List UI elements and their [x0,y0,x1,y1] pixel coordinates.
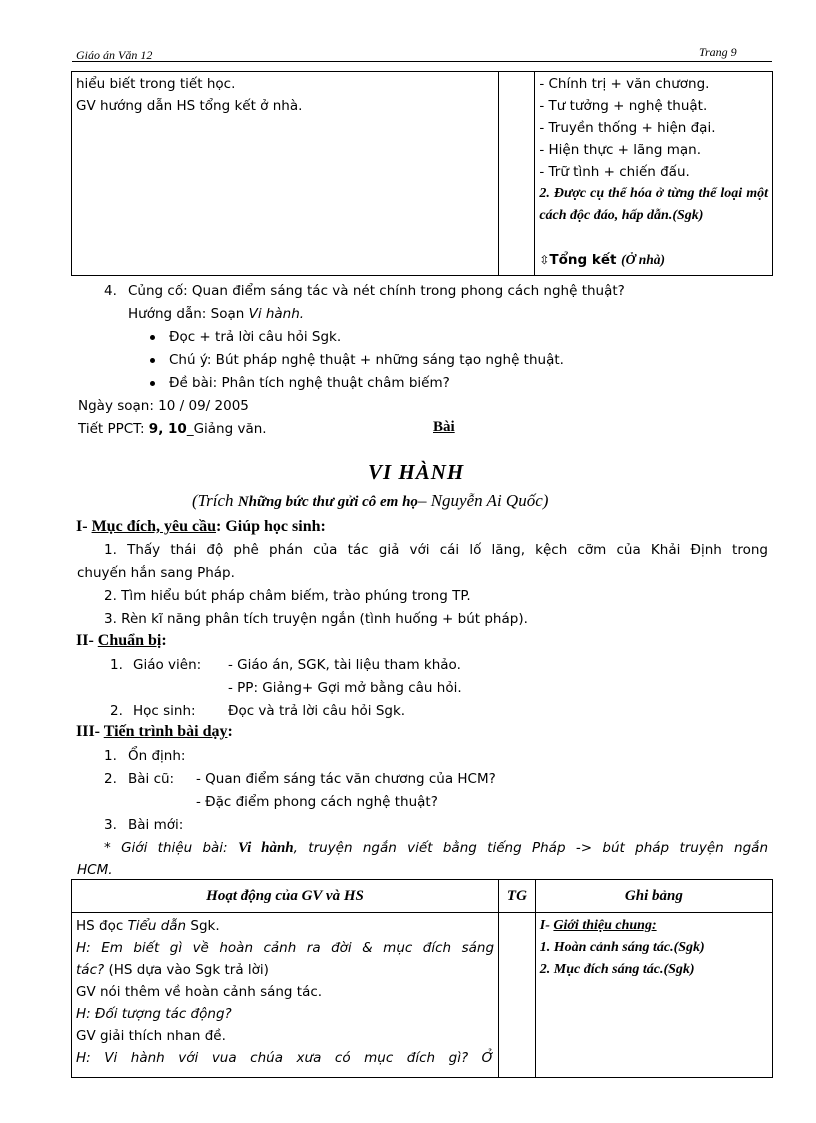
step-2-label: Bài cũ: [128,771,175,787]
top-right-line: - Tư tưởng + nghệ thuật. [539,98,708,114]
intro-bold: Vi hành [237,840,294,856]
bullet-item [150,329,341,345]
top-right-line: - Truyền thống + hiện đại. [539,120,716,136]
tg-cell [499,913,536,1078]
subtitle-prefix: (Trích [192,491,238,510]
board-item-1: 1. Hoàn cảnh sáng tác.(Sgk) [539,940,705,955]
intro-line-2: HCM. [77,862,113,878]
bullet-text: Chú ý: Bút pháp nghệ thuật + những sáng tạo nghệ thuật. [169,352,564,368]
activity-line: GV nói thêm về hoàn cảnh sáng tác. [76,984,323,1000]
section-1-tail: : Giúp học sinh: [216,518,326,535]
teacher-number: 1. [110,657,123,673]
ppct-line [78,421,267,437]
step-1-text: Ổn định: [128,748,186,764]
step-3-number: 3. [104,817,117,833]
section-1-item-3: 3. Rèn kĩ năng phân tích truyện ngắn (tình huống + bút pháp). [104,611,528,627]
bullet-icon [150,335,155,340]
guide-title: Vi hành. [248,306,305,322]
activity-line: GV giải thích nhan đề. [76,1028,226,1044]
activity-cell [72,913,499,1078]
bullet-text: Đọc + trả lời câu hỏi Sgk. [169,329,342,345]
section-1-heading [76,518,326,536]
top-right-line: - Trữ tình + chiến đấu. [539,164,690,180]
student-label: Học sinh: [133,703,196,719]
consolidate-text: Củng cố: Quan điểm sáng tác và nét chính trong phong cách nghệ thuật? [128,283,625,299]
intro-rest: , truyện ngắn viết bằng tiếng Pháp -> bút pháp truyện ngắn [293,840,769,856]
column-header [535,880,772,913]
bullet-icon [150,358,155,363]
intro-prefix: * Giới thiệu bài: [104,840,238,856]
activity-line: tác? (HS dựa vào Sgk trả lời) [76,962,269,978]
intro-line-1 [104,840,768,857]
section-1-roman: I- [76,518,92,535]
activity-line: H: Vi hành với vua chúa xưa có mục đích gì? Ở [76,1050,495,1066]
date-line: Ngày soạn: 10 / 09/ 2005 [78,398,249,414]
header-rule [72,61,772,62]
section-3-tail: : [227,723,233,740]
section-2-heading [76,632,167,650]
bullet-item [150,375,450,391]
board-heading: I- Giới thiệu chung: [539,918,657,933]
column-header-text: Hoạt động của GV và HS [206,887,364,904]
board-item-2: 2. Mục đích sáng tác.(Sgk) [539,962,695,977]
summary-line [535,249,772,271]
section-1-item-1a: 1. Thấy thái độ phê phán của tác giả với cái lố lăng, kệch cỡm của Khải Định trong [104,542,768,558]
top-left-line: GV hướng dẫn HS tổng kết ở nhà. [76,98,303,114]
top-table-tg-cell [498,72,535,276]
ppct-rest: _Giảng văn. [186,421,267,437]
header-page-number: Trang 9 [699,45,737,59]
step-2-question-2: - Đặc điểm phong cách nghệ thuật? [196,794,438,810]
column-header [499,880,536,913]
subtitle-book: Những bức thư gửi cô em họ [237,494,418,510]
teacher-line-1: - Giáo án, SGK, tài liệu tham khảo. [228,657,461,673]
guide-line [128,306,304,322]
top-right-bold-item: 2. Được cụ thể hóa ở từng thể loại một cách độc đáo, hấp dẫn.(Sgk) [539,186,768,223]
top-table-right-cell [535,72,773,276]
top-right-line: - Chính trị + văn chương. [539,76,710,92]
summary-note: (Ở nhà) [621,252,666,267]
student-number: 2. [110,703,123,719]
page-title: VI HÀNH [368,460,465,484]
activity-line: HS đọc Tiểu dẫn Sgk. [76,918,220,934]
top-table-left-cell [72,72,499,276]
consolidate-number: 4. [104,283,117,299]
board-cell [535,913,772,1078]
section-3-roman: III- [76,723,104,740]
column-header-text: TG [506,887,527,904]
bullet-text: Đề bài: Phân tích nghệ thuật châm biếm? [169,375,450,391]
bullet-item [150,352,564,368]
bai-label: Bài [433,419,455,435]
section-3-heading [76,723,233,741]
updown-arrow-icon: ⇳ [539,253,550,267]
step-1-number: 1. [104,748,117,764]
teacher-label: Giáo viên: [133,657,202,673]
step-2-number: 2. [104,771,117,787]
column-header-text: Ghi bảng [624,887,683,904]
student-text: Đọc và trả lời câu hỏi Sgk. [228,703,406,719]
bullet-icon [150,381,155,386]
top-left-line: hiểu biết trong tiết học. [76,76,236,92]
section-1-title: Mục đích, yêu cầu [91,518,217,535]
section-3-title: Tiến trình bài dạy [103,723,228,740]
activity-table [71,879,773,1078]
activity-line: H: Đối tượng tác động? [76,1006,232,1022]
top-table [71,71,773,276]
step-3-text: Bài mới: [128,817,184,833]
subtitle [192,491,548,511]
column-header [72,880,499,913]
guide-label: Hướng dẫn: Soạn [128,306,249,322]
section-1-item-1b: chuyến hắn sang Pháp. [77,565,235,581]
ppct-number: 9, 10 [148,421,187,437]
summary-label: Tổng kết [549,252,622,268]
section-2-tail: : [161,632,167,649]
section-1-item-2: 2. Tìm hiểu bút pháp châm biếm, trào phúng trong TP. [104,588,471,604]
step-2-question-1: - Quan điểm sáng tác văn chương của HCM? [196,771,496,787]
ppct-label: Tiết PPCT: [78,421,149,437]
header-left: Giáo án Văn 12 [76,48,153,62]
section-2-title: Chuẩn bị [97,632,162,649]
activity-line: H: Em biết gì về hoàn cảnh ra đời & mục đích sáng [76,940,495,956]
teacher-line-2: - PP: Giảng+ Gợi mở bằng câu hỏi. [228,680,462,696]
top-right-line: - Hiện thực + lãng mạn. [539,142,701,158]
section-2-roman: II- [76,632,98,649]
subtitle-suffix: – Nguyễn Ai Quốc) [417,491,549,510]
